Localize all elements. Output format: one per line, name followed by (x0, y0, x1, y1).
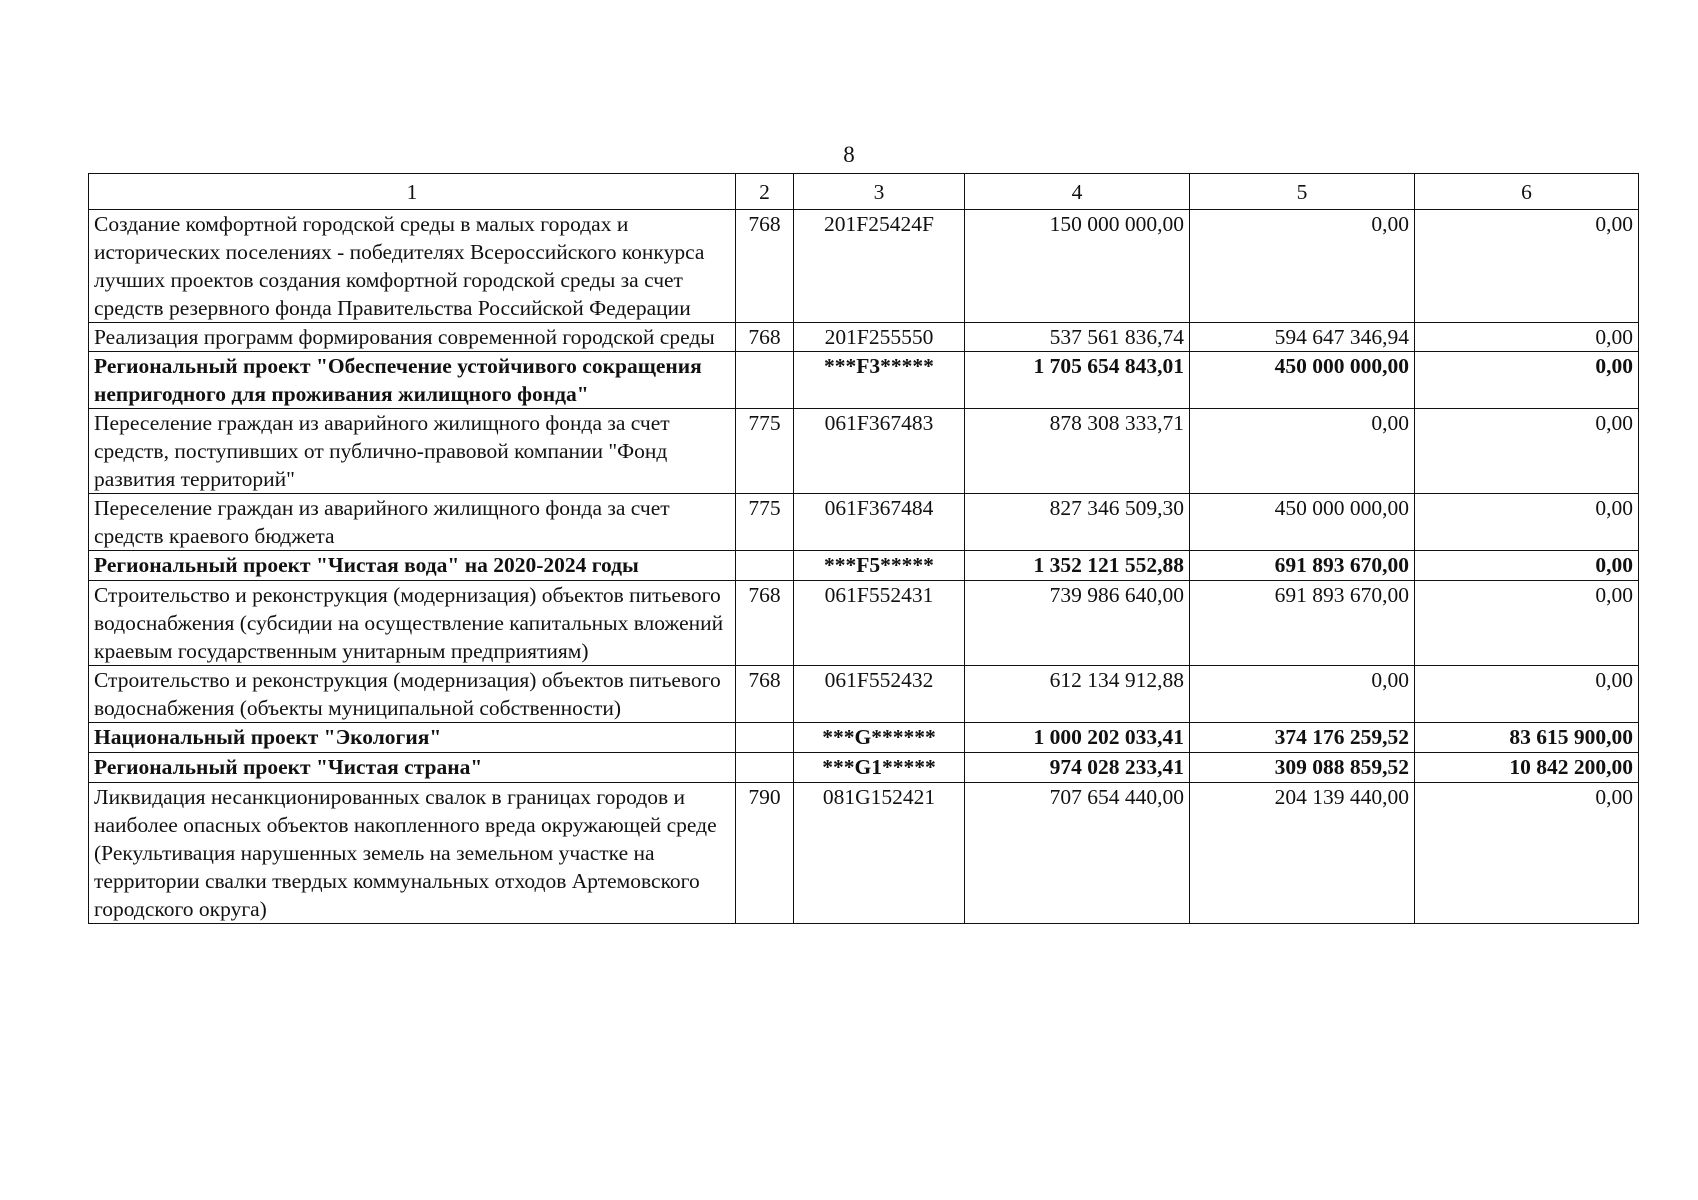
header-col-1: 1 (89, 174, 736, 210)
row-name: Реализация программ формирования современной городской среды (89, 323, 736, 352)
row-code: 768 (736, 581, 794, 666)
table-row (89, 210, 1639, 323)
row-value-4: 150 000 000,00 (965, 210, 1190, 323)
page-number: 8 (843, 142, 855, 167)
row-value-5: 691 893 670,00 (1190, 551, 1415, 581)
row-value-4: 707 654 440,00 (965, 783, 1190, 924)
header-col-6: 6 (1415, 174, 1639, 210)
table-row (89, 783, 1639, 924)
budget-table (88, 173, 1639, 924)
row-value-6: 0,00 (1415, 323, 1639, 352)
row-kcsr: 061F552431 (794, 581, 965, 666)
row-value-5: 204 139 440,00 (1190, 783, 1415, 924)
table-header-row (89, 174, 1639, 210)
row-kcsr: 201F25424F (794, 210, 965, 323)
row-value-6: 0,00 (1415, 551, 1639, 581)
row-value-6: 83 615 900,00 (1415, 723, 1639, 753)
row-kcsr: ***F5***** (794, 551, 965, 581)
row-value-6: 0,00 (1415, 666, 1639, 723)
row-code: 775 (736, 409, 794, 494)
row-name: Строительство и реконструкция (модернизация) объектов питьевого водоснабжения (субсидии на осуществление капитальных вложений краевым государственным унитарным предприятиям) (89, 581, 736, 666)
row-value-6: 10 842 200,00 (1415, 753, 1639, 783)
row-value-5: 450 000 000,00 (1190, 494, 1415, 551)
row-value-6: 0,00 (1415, 210, 1639, 323)
table-row (89, 323, 1639, 352)
header-col-5: 5 (1190, 174, 1415, 210)
row-value-6: 0,00 (1415, 352, 1639, 409)
row-code (736, 352, 794, 409)
row-code (736, 753, 794, 783)
row-name: Переселение граждан из аварийного жилищного фонда за счет средств краевого бюджета (89, 494, 736, 551)
row-code: 768 (736, 210, 794, 323)
row-name: Строительство и реконструкция (модернизация) объектов питьевого водоснабжения (объекты муниципальной собственности) (89, 666, 736, 723)
row-value-5: 374 176 259,52 (1190, 723, 1415, 753)
row-kcsr: 061F367484 (794, 494, 965, 551)
table-row (89, 409, 1639, 494)
row-name: Переселение граждан из аварийного жилищного фонда за счет средств, поступивших от публично-правовой компании "Фонд развития территорий" (89, 409, 736, 494)
row-value-4: 1 352 121 552,88 (965, 551, 1190, 581)
row-value-4: 878 308 333,71 (965, 409, 1190, 494)
row-value-4: 1 000 202 033,41 (965, 723, 1190, 753)
table-row-subtotal (89, 753, 1639, 783)
row-code: 768 (736, 323, 794, 352)
row-code (736, 723, 794, 753)
row-kcsr: 061F552432 (794, 666, 965, 723)
row-code: 775 (736, 494, 794, 551)
row-value-5: 309 088 859,52 (1190, 753, 1415, 783)
row-value-4: 1 705 654 843,01 (965, 352, 1190, 409)
row-value-5: 691 893 670,00 (1190, 581, 1415, 666)
row-value-6: 0,00 (1415, 409, 1639, 494)
row-name: Региональный проект "Чистая страна" (89, 753, 736, 783)
row-kcsr: 081G152421 (794, 783, 965, 924)
row-value-4: 537 561 836,74 (965, 323, 1190, 352)
row-name: Региональный проект "Обеспечение устойчивого сокращения непригодного для проживания жилищного фонда" (89, 352, 736, 409)
row-value-4: 612 134 912,88 (965, 666, 1190, 723)
row-value-5: 450 000 000,00 (1190, 352, 1415, 409)
row-value-5: 0,00 (1190, 210, 1415, 323)
row-value-4: 974 028 233,41 (965, 753, 1190, 783)
row-code: 768 (736, 666, 794, 723)
row-kcsr: 061F367483 (794, 409, 965, 494)
table-row (89, 666, 1639, 723)
row-kcsr: ***G****** (794, 723, 965, 753)
table-row (89, 494, 1639, 551)
row-kcsr: ***G1***** (794, 753, 965, 783)
row-name: Ликвидация несанкционированных свалок в границах городов и наиболее опасных объектов накопленного вреда окружающей среде (Рекультивация нарушенных земель на земельном участке на территории свалки твердых коммунальных отходов Артемовского городского округа) (89, 783, 736, 924)
table-row-subtotal (89, 723, 1639, 753)
row-code: 790 (736, 783, 794, 924)
row-value-4: 827 346 509,30 (965, 494, 1190, 551)
row-name: Создание комфортной городской среды в малых городах и исторических поселениях - победителях Всероссийского конкурса лучших проектов создания комфортной городской среды за счет средств резервного фонда Правительства Российской Федерации (89, 210, 736, 323)
row-kcsr: 201F255550 (794, 323, 965, 352)
row-value-5: 0,00 (1190, 409, 1415, 494)
row-code (736, 551, 794, 581)
row-value-6: 0,00 (1415, 581, 1639, 666)
row-value-6: 0,00 (1415, 494, 1639, 551)
row-kcsr: ***F3***** (794, 352, 965, 409)
table-row-subtotal (89, 551, 1639, 581)
row-value-5: 0,00 (1190, 666, 1415, 723)
row-value-5: 594 647 346,94 (1190, 323, 1415, 352)
header-col-4: 4 (965, 174, 1190, 210)
table-row-subtotal (89, 352, 1639, 409)
row-name: Национальный проект "Экология" (89, 723, 736, 753)
row-name: Региональный проект "Чистая вода" на 2020-2024 годы (89, 551, 736, 581)
header-col-2: 2 (736, 174, 794, 210)
row-value-6: 0,00 (1415, 783, 1639, 924)
row-value-4: 739 986 640,00 (965, 581, 1190, 666)
table-row (89, 581, 1639, 666)
header-col-3: 3 (794, 174, 965, 210)
